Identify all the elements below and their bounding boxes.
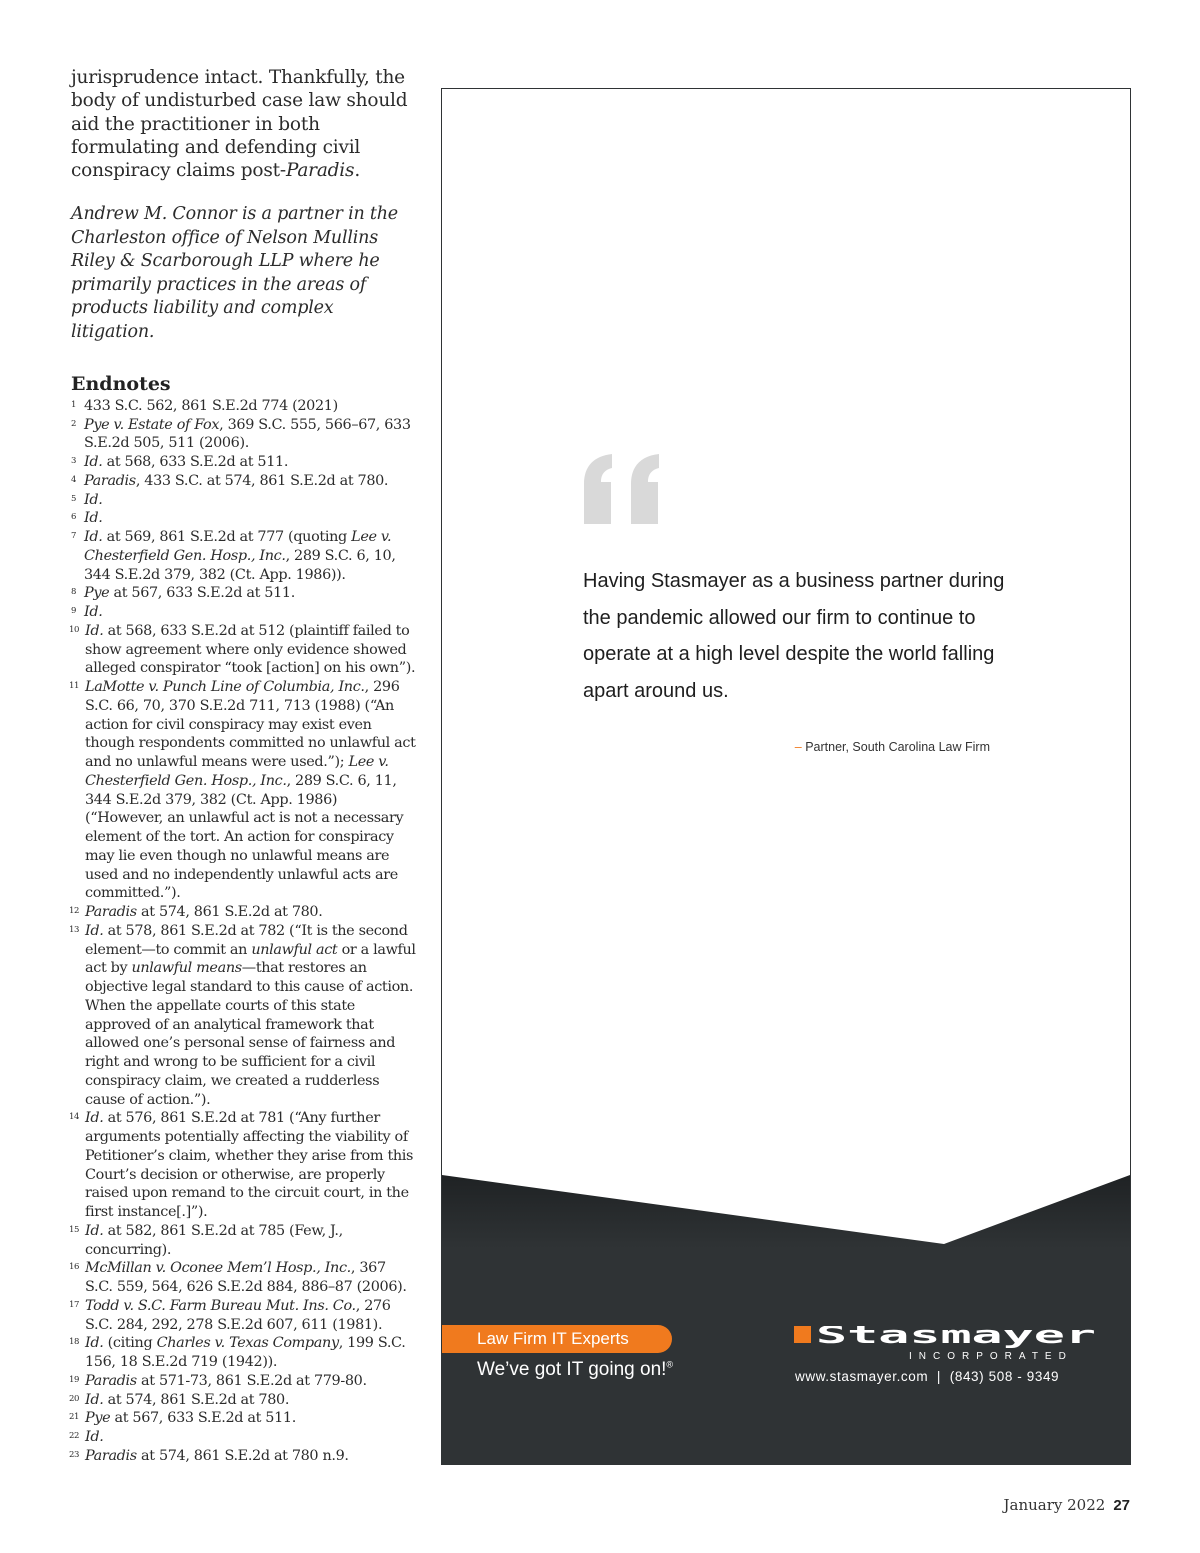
endnote-number: 23 xyxy=(69,1449,80,1460)
endnote-item: 4 Paradis, 433 S.C. at 574, 861 S.E.2d at 780. xyxy=(71,472,389,489)
endnote-item: 1 433 S.C. 562, 861 S.E.2d 774 (2021) xyxy=(71,397,338,414)
endnote-number: 20 xyxy=(69,1393,80,1404)
endnote-item: 3 Id. at 568, 633 S.E.2d at 511. xyxy=(71,454,289,471)
endnote-number: 5 xyxy=(71,493,77,504)
law-firm-it-experts-badge: Law Firm IT Experts xyxy=(442,1325,672,1353)
endnote-item: 19 Paradis at 571-73, 861 S.E.2d at 779-80. xyxy=(69,1372,367,1389)
endnote-item: 12 Paradis at 574, 861 S.E.2d at 780. xyxy=(69,904,323,921)
endnote-item: 13 Id. at 578, 861 S.E.2d at 782 (“It is the second element—to commit an unlawful act or a lawful act by unlawful means—that restores an objective legal standard to this cause of action. When the appellate courts of this state approved of an analytical framework that allowed one’s personal sense of fairness and right and wrong to be sufficient for a civil conspiracy claim, we created a rudderless cause of action.”). xyxy=(69,922,416,1108)
endnote-item: 16 McMillan v. Oconee Mem’l Hosp., Inc., 367 S.C. 559, 564, 626 S.E.2d 884, 886–87 (2006). xyxy=(69,1260,407,1296)
page-number: 27 xyxy=(1113,1497,1130,1514)
endnote-item: 14 Id. at 576, 861 S.E.2d at 781 (“Any further arguments potentially affecting the viability of Petitioner’s claim, whether they arise from this Court’s decision or otherwise, are properly raised upon remand to the circuit court, in the first instance[.]”). xyxy=(69,1110,414,1221)
endnote-number: 16 xyxy=(69,1262,80,1273)
endnote-number: 4 xyxy=(71,474,77,485)
endnote-item: 10 Id. at 568, 633 S.E.2d at 512 (plaintiff failed to show agreement where only evidence showed alleged conspirator “took [action] on his own”). xyxy=(69,622,416,677)
endnote-number: 18 xyxy=(69,1337,80,1348)
endnote-item: 11 LaMotte v. Punch Line of Columbia, Inc., 296 S.C. 66, 70, 370 S.E.2d 711, 713 (1988) (“An action for civil conspiracy may exist even though respondents committed no unlawful act and no unlawful means were used.”); Lee v. Chesterfield Gen. Hosp., Inc., 289 S.C. 6, 11, 344 S.E.2d 379, 382 (Ct. App. 1986) (“However, an unlawful act is not a necessary element of the tort. An action for conspiracy may lie even though no unlawful means are used and no independently unlawful acts are committed.”). xyxy=(69,679,416,902)
endnote-number: 19 xyxy=(69,1374,80,1385)
contact-info: www.stasmayer.com | (843) 508 - 9349 xyxy=(795,1369,1060,1384)
ad-footer-band xyxy=(442,1169,1130,1465)
testimonial-attribution: – Partner, South Carolina Law Firm xyxy=(794,740,990,754)
article-column xyxy=(71,66,416,1466)
endnote-item: 17 Todd v. S.C. Farm Bureau Mut. Ins. Co., 276 S.C. 284, 292, 278 S.E.2d 607, 611 (1981). xyxy=(69,1297,391,1333)
ad-tagline: We’ve got IT going on!® xyxy=(477,1359,674,1380)
endnote-number: 17 xyxy=(69,1299,80,1310)
endnote-number: 3 xyxy=(71,456,77,467)
endnote-item: 20 Id. at 574, 861 S.E.2d at 780. xyxy=(69,1391,290,1408)
article-body-text: jurisprudence intact. Thankfully, the body of undisturbed case law should aid the practitioner in both formulating and defending civil conspiracy claims post-Paradis. xyxy=(71,67,408,182)
endnote-number: 8 xyxy=(71,587,77,598)
svg-text:INCORPORATED: INCORPORATED xyxy=(909,1351,1073,1362)
stasmayer-logo xyxy=(794,1326,1099,1362)
endnote-number: 7 xyxy=(71,531,77,542)
quotation-mark-icon xyxy=(582,454,672,524)
endnote-item: 9 Id. xyxy=(71,604,103,621)
endnote-number: 13 xyxy=(69,924,80,935)
svg-text:Stasmayer: Stasmayer xyxy=(816,1326,1096,1349)
endnote-number: 1 xyxy=(71,399,77,410)
testimonial-quote: Having Stasmayer as a business partner during the pandemic allowed our firm to continue to operate at a high level despite the world falling apart around us. xyxy=(583,570,1005,702)
endnote-item: 8 Pye at 567, 633 S.E.2d at 511. xyxy=(71,585,295,602)
endnote-item: 6 Id. xyxy=(71,510,103,527)
endnote-item: 5 Id. xyxy=(71,491,103,508)
endnote-item: 2 Pye v. Estate of Fox, 369 S.C. 555, 566–67, 633 S.E.2d 505, 511 (2006). xyxy=(71,416,411,452)
endnote-item: 18 Id. (citing Charles v. Texas Company, 199 S.C. 156, 18 S.E.2d 719 (1942)). xyxy=(69,1335,406,1371)
endnote-number: 12 xyxy=(69,906,80,917)
endnote-number: 6 xyxy=(71,512,77,523)
endnote-number: 2 xyxy=(71,418,77,429)
endnote-number: 15 xyxy=(69,1224,80,1235)
endnote-item: 22 Id. xyxy=(69,1429,104,1446)
author-bio: Andrew M. Connor is a partner in the Charleston office of Nelson Mullins Riley & Scarborough LLP where he primarily practices in the areas of products liability and complex litigation. xyxy=(71,204,398,342)
endnote-number: 21 xyxy=(69,1412,80,1423)
endnotes-heading: Endnotes xyxy=(71,372,171,395)
endnote-number: 14 xyxy=(69,1112,80,1123)
endnote-number: 10 xyxy=(69,624,80,635)
endnote-item: 21 Pye at 567, 633 S.E.2d at 511. xyxy=(69,1410,296,1427)
endnotes-list xyxy=(71,397,416,1466)
endnote-number: 22 xyxy=(69,1431,80,1442)
endnote-item: 15 Id. at 582, 861 S.E.2d at 785 (Few, J., concurring). xyxy=(69,1222,343,1258)
issue-date: January 2022 xyxy=(1003,1496,1106,1514)
stasmayer-advertisement xyxy=(441,88,1131,1465)
endnote-item: 7 Id. at 569, 861 S.E.2d at 777 (quoting Lee v. Chesterfield Gen. Hosp., Inc., 289 S.C. 6, 10, 344 S.E.2d 379, 382 (Ct. App. 1986)). xyxy=(71,529,396,583)
endnote-number: 11 xyxy=(69,681,80,692)
endnote-number: 9 xyxy=(71,606,77,617)
page-footer xyxy=(1004,1496,1131,1514)
endnote-item: 23 Paradis at 574, 861 S.E.2d at 780 n.9. xyxy=(69,1447,349,1464)
